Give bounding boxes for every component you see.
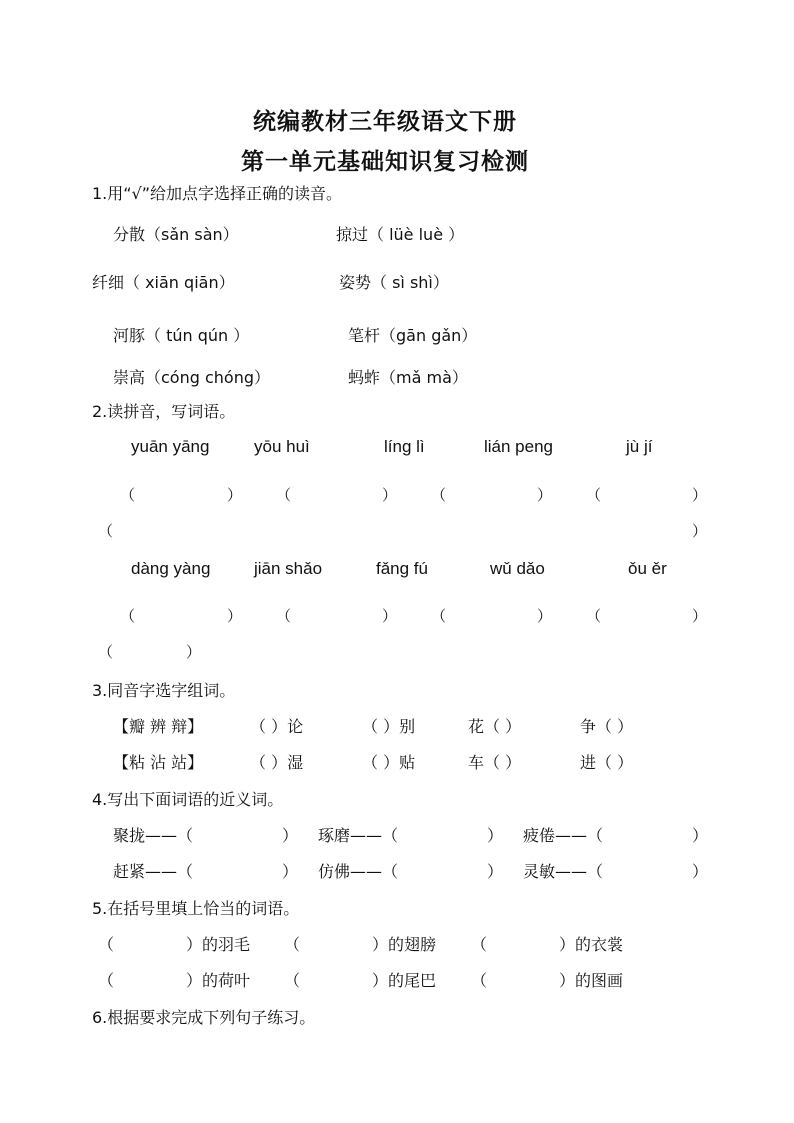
fill-phrase: ）的尾巴 xyxy=(372,971,437,990)
answer-close-paren: ） xyxy=(692,607,708,625)
answer-close-paren: ） xyxy=(382,607,398,625)
fill-blank: （ ）别 xyxy=(362,717,416,736)
synonym-item: 仿佛——（ xyxy=(318,862,399,881)
fill-phrase: ）的荷叶 xyxy=(186,971,251,990)
answer-close-paren: ） xyxy=(692,826,709,845)
pinyin-word: jiān shǎo xyxy=(254,559,323,578)
pinyin-word: jù jí xyxy=(626,437,653,456)
q1-item: 掠过（ lüè luè ） xyxy=(336,225,465,244)
q1-item: 笔杆（gān gǎn） xyxy=(348,326,478,345)
answer-close-paren: ） xyxy=(487,862,504,881)
answer-close-paren: ） xyxy=(186,643,202,661)
q1-item: 纤细（ xiān qiān） xyxy=(92,273,235,292)
q1-item: 河豚（ tún qún ） xyxy=(113,326,250,345)
answer-close-paren: ） xyxy=(692,486,708,504)
pinyin-word: dàng yàng xyxy=(131,559,211,578)
answer-open-paren: （ xyxy=(431,486,447,504)
synonym-item: 琢磨——（ xyxy=(318,826,399,845)
question-5-heading: 5.在括号里填上恰当的词语。 xyxy=(92,899,300,918)
answer-close-paren: ） xyxy=(537,486,553,504)
fill-blank: （ ）贴 xyxy=(362,753,416,772)
answer-open-paren: （ xyxy=(98,971,115,990)
answer-open-paren: （ xyxy=(98,935,115,954)
fill-phrase: ）的羽毛 xyxy=(186,935,251,954)
pinyin-word: ǒu ěr xyxy=(628,559,667,578)
page-subtitle: 第一单元基础知识复习检测 xyxy=(241,148,529,175)
answer-open-paren: （ xyxy=(276,607,292,625)
pinyin-word: lián peng xyxy=(484,437,554,456)
question-3-heading: 3.同音字选字组词。 xyxy=(92,681,236,700)
fill-blank: 进（ ） xyxy=(580,753,634,772)
page-title: 统编教材三年级语文下册 xyxy=(253,108,517,135)
pinyin-word: líng lì xyxy=(384,437,425,456)
answer-open-paren: （ xyxy=(120,486,136,504)
answer-open-paren: （ xyxy=(284,971,301,990)
answer-open-paren: （ xyxy=(98,522,114,540)
answer-close-paren: ） xyxy=(227,607,243,625)
pinyin-word: yōu huì xyxy=(254,437,310,456)
answer-open-paren: （ xyxy=(284,935,301,954)
answer-close-paren: ） xyxy=(282,862,299,881)
char-group: 【瓣 辨 辩】 xyxy=(113,717,204,736)
fill-blank: 花（ ） xyxy=(468,717,522,736)
fill-blank: （ ）论 xyxy=(250,717,304,736)
fill-blank: 争（ ） xyxy=(580,717,634,736)
answer-close-paren: ） xyxy=(692,862,709,881)
pinyin-word: fǎng fú xyxy=(376,559,428,578)
answer-close-paren: ） xyxy=(227,486,243,504)
synonym-item: 聚拢——（ xyxy=(113,826,194,845)
question-6-heading: 6.根据要求完成下列句子练习。 xyxy=(92,1008,316,1027)
q1-item: 蚂蚱（mǎ mà） xyxy=(348,368,468,387)
answer-close-paren: ） xyxy=(487,826,504,845)
q1-item: 姿势（ sì shì） xyxy=(339,273,449,292)
fill-blank: （ ）湿 xyxy=(250,753,304,772)
fill-phrase: ）的衣裳 xyxy=(559,935,624,954)
answer-open-paren: （ xyxy=(276,486,292,504)
question-4-heading: 4.写出下面词语的近义词。 xyxy=(92,790,284,809)
answer-open-paren: （ xyxy=(120,607,136,625)
fill-phrase: ）的翅膀 xyxy=(372,935,437,954)
answer-close-paren: ） xyxy=(382,486,398,504)
answer-open-paren: （ xyxy=(586,607,602,625)
pinyin-word: wǔ dǎo xyxy=(490,559,545,578)
answer-close-paren: ） xyxy=(692,522,708,540)
answer-open-paren: （ xyxy=(471,935,488,954)
answer-open-paren: （ xyxy=(586,486,602,504)
answer-open-paren: （ xyxy=(98,643,114,661)
fill-phrase: ）的图画 xyxy=(559,971,624,990)
answer-close-paren: ） xyxy=(282,826,299,845)
question-2-heading: 2.读拼音，写词语。 xyxy=(92,402,236,421)
q1-item: 分散（sǎn sàn） xyxy=(113,225,239,244)
answer-close-paren: ） xyxy=(537,607,553,625)
answer-open-paren: （ xyxy=(471,971,488,990)
fill-blank: 车（ ） xyxy=(468,753,522,772)
q1-item: 崇高（cóng chóng） xyxy=(113,368,270,387)
pinyin-word: yuān yāng xyxy=(131,437,210,456)
synonym-item: 赶紧——（ xyxy=(113,862,194,881)
answer-open-paren: （ xyxy=(431,607,447,625)
question-1-heading: 1.用“√”给加点字选择正确的读音。 xyxy=(92,184,343,203)
synonym-item: 灵敏——（ xyxy=(523,862,604,881)
char-group: 【粘 沾 站】 xyxy=(113,753,204,772)
synonym-item: 疲倦——（ xyxy=(523,826,604,845)
